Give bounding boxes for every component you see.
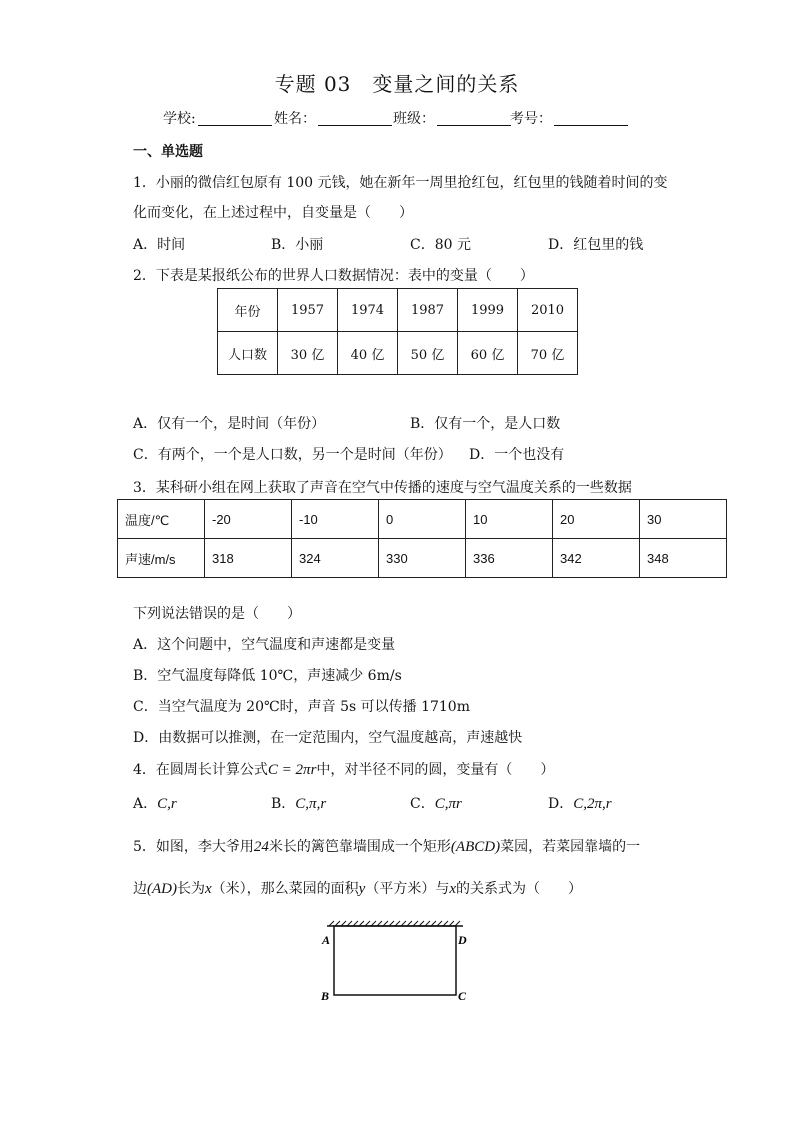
table-cell: 0 — [379, 500, 466, 539]
table-cell: 70 亿 — [518, 332, 578, 375]
q1-option-c[interactable]: C．80 元 — [410, 237, 471, 253]
table-cell: 2010 — [518, 289, 578, 332]
class-label: 班级： — [393, 111, 435, 127]
number-blank[interactable] — [554, 111, 628, 126]
vertex-c-label: C — [458, 989, 467, 1003]
vertex-a-label: A — [322, 933, 331, 947]
q5-line2 — [133, 878, 582, 898]
name-blank[interactable] — [318, 111, 392, 126]
q5-text: （平方米）与 — [365, 881, 450, 897]
q5-text: （米），那么菜园的面积 — [211, 881, 359, 897]
table-row — [118, 500, 727, 539]
table-cell: 人口数 — [218, 332, 278, 375]
q1-line1: 1．小丽的微信红包原有 100 元钱，她在新年一周里抢红包，红包里的钱随着时间的变 — [133, 175, 668, 191]
q5-text: 长为 — [177, 881, 205, 897]
name-label: 姓名： — [274, 111, 316, 127]
q3-option-b[interactable]: B．空气温度每降低 10℃，声速减少 6m/s — [133, 668, 402, 684]
q4-option-d[interactable] — [548, 793, 612, 813]
table-cell: 1957 — [278, 289, 338, 332]
q5-math: y — [358, 881, 366, 897]
table-cell: 50 亿 — [398, 332, 458, 375]
table-cell: -10 — [292, 500, 379, 539]
table-cell: 1974 — [338, 289, 398, 332]
q3-option-a[interactable]: A．这个问题中，空气温度和声速都是变量 — [133, 637, 396, 653]
table-cell: 60 亿 — [458, 332, 518, 375]
table-cell: 10 — [466, 500, 553, 539]
vertex-b-label: B — [321, 989, 330, 1003]
q2-option-c[interactable]: C．有两个，一个是人口数，另一个是时间（年份） — [133, 447, 452, 463]
q3-option-d[interactable]: D．由数据可以推测，在一定范围内，空气温度越高，声速越快 — [133, 730, 523, 746]
q3-prompt: 下列说法错误的是（ ） — [133, 606, 301, 622]
q5-text: 米长的篱笆靠墙围成一个矩形 — [268, 839, 451, 855]
q5-text: 的关系式为（ ） — [456, 881, 583, 897]
table-cell: 年份 — [218, 289, 278, 332]
table-cell: 20 — [553, 500, 640, 539]
school-label: 学校: — [163, 111, 196, 127]
class-blank[interactable] — [437, 111, 511, 126]
q5-math: (ABCD) — [450, 839, 501, 855]
table-cell: 348 — [640, 539, 727, 578]
q4-option-a-math: C,r — [157, 796, 177, 812]
table-cell: 40 亿 — [338, 332, 398, 375]
number-label: 考号： — [510, 111, 552, 127]
q4-option-b-math: C,π,r — [295, 796, 327, 812]
q3-option-c[interactable]: C．当空气温度为 20℃时，声音 5s 可以传播 1710m — [133, 699, 470, 715]
q2-option-b[interactable]: B．仅有一个，是人口数 — [410, 416, 561, 432]
q4-option-a-label: A． — [133, 796, 158, 812]
table-cell: 30 亿 — [278, 332, 338, 375]
table-row — [118, 539, 727, 578]
table-cell: 318 — [205, 539, 292, 578]
q4-option-d-math: C,2π,r — [573, 796, 612, 812]
q4-stem-pre: 4．在圆周长计算公式 — [133, 762, 268, 778]
name-field — [274, 108, 394, 128]
page-title: 专题 03 变量之间的关系 — [274, 72, 520, 96]
q4-formula: C = 2πr — [267, 762, 317, 778]
q4-option-c-math: C,πr — [434, 796, 462, 812]
table-cell: 336 — [466, 539, 553, 578]
garden-rectangle — [334, 926, 456, 995]
q5-text: 菜园，若菜园靠墙的一 — [500, 839, 641, 855]
class-field — [393, 108, 513, 128]
q4-option-b[interactable] — [271, 793, 326, 813]
q5-text: 边 — [133, 881, 147, 897]
q5-math: (AD) — [147, 881, 177, 897]
q5-math: 24 — [253, 839, 269, 855]
q1-option-a[interactable]: A．时间 — [133, 237, 186, 253]
table-row — [218, 289, 578, 332]
q2-stem: 2．下表是某报纸公布的世界人口数据情况：表中的变量（ ） — [133, 268, 534, 284]
table-cell: 1999 — [458, 289, 518, 332]
q4-option-c[interactable] — [410, 793, 462, 813]
q5-math: x — [205, 881, 212, 897]
table-cell: 324 — [292, 539, 379, 578]
q2-option-d[interactable]: D．一个也没有 — [469, 447, 565, 463]
table-cell: 330 — [379, 539, 466, 578]
q2-option-a[interactable]: A．仅有一个，是时间（年份） — [133, 416, 326, 432]
garden-rectangle-figure — [315, 920, 475, 1010]
table-cell: 声速/m/s — [118, 539, 205, 578]
q5-text: 5．如图，李大爷用 — [133, 839, 254, 855]
section-heading: 一、单选题 — [133, 144, 203, 160]
q1-option-b[interactable]: B．小丽 — [271, 237, 324, 253]
number-field — [510, 108, 630, 128]
school-field — [163, 108, 274, 128]
q4-option-c-label: C． — [410, 796, 435, 812]
q5-math: x — [449, 881, 457, 897]
q4-stem-post: 中，对半径不同的圆，变量有（ ） — [316, 762, 555, 778]
population-table — [217, 288, 578, 375]
q1-line2: 化而变化，在上述过程中，自变量是（ ） — [133, 205, 413, 221]
q4-option-d-label: D． — [548, 796, 574, 812]
q4-option-a[interactable] — [133, 793, 177, 813]
q3-stem: 3．某科研小组在网上获取了声音在空气中传播的速度与空气温度关系的一些数据 — [133, 480, 632, 496]
table-cell: -20 — [205, 500, 292, 539]
sound-speed-table — [117, 499, 727, 578]
q1-option-d[interactable]: D．红包里的钱 — [548, 237, 644, 253]
school-blank[interactable] — [198, 111, 272, 126]
table-row — [218, 332, 578, 375]
table-cell: 1987 — [398, 289, 458, 332]
q4-option-b-label: B． — [271, 796, 296, 812]
q4-stem — [133, 759, 554, 779]
table-cell: 342 — [553, 539, 640, 578]
table-cell: 温度/℃ — [118, 500, 205, 539]
vertex-d-label: D — [458, 933, 467, 947]
q5-line1 — [133, 836, 640, 856]
table-cell: 30 — [640, 500, 727, 539]
